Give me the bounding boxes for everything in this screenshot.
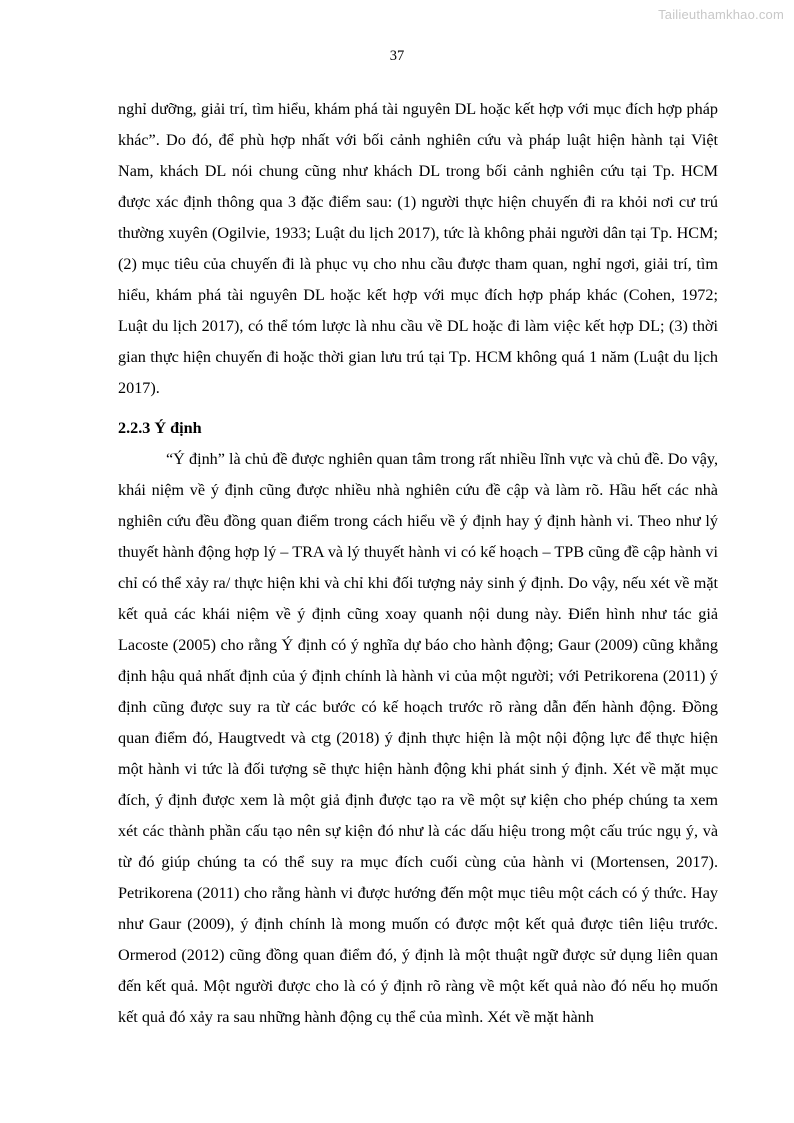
paragraph-continuation: nghỉ dưỡng, giải trí, tìm hiểu, khám phá tài nguyên DL hoặc kết hợp với mục đích hợp pháp khác”. Do đó, để phù hợp nhất với bối cảnh nghiên cứu và pháp luật hiện hành tại Việt Nam, khách DL nói chung cũng như khách DL trong bối cảnh nghiên cứu tại Tp. HCM được xác định thông qua 3 đặc điểm sau: (1) người thực hiện chuyến đi ra khỏi nơi cư trú thường xuyên (Ogilvie, 1933; Luật du lịch 2017), tức là không phải người dân tại Tp. HCM; (2) mục tiêu của chuyến đi là phục vụ cho nhu cầu được tham quan, nghỉ ngơi, giải trí, tìm hiểu, khám phá tài nguyên DL hoặc kết hợp với mục đích hợp pháp khác (Cohen, 1972; Luật du lịch 2017), có thể tóm lược là nhu cầu về DL hoặc đi làm việc kết hợp DL; (3) thời gian thực hiện chuyến đi hoặc thời gian lưu trú tại Tp. HCM không quá 1 năm (Luật du lịch 2017). bbox=[118, 100, 718, 397]
page-number: 37 bbox=[389, 48, 405, 64]
section-heading: 2.2.3 Ý định bbox=[118, 419, 202, 437]
document-body bbox=[118, 94, 718, 1033]
paragraph-intention: “Ý định” là chủ đề được nghiên quan tâm trong rất nhiều lĩnh vực và chủ đề. Do vậy, khái niệm về ý định cũng được nhiều nhà nghiên cứu đề cập và làm rõ. Hầu hết các nhà nghiên cứu đều đồng quan điểm trong cách hiểu về ý định hay ý định hành vi. Theo như lý thuyết hành động hợp lý – TRA và lý thuyết hành vi có kế hoạch – TPB cũng đề cập hành vi chỉ có thể xảy ra/ thực hiện khi và chỉ khi đối tượng nảy sinh ý định. Do vậy, nếu xét về mặt kết quả các khái niệm về ý định cũng xoay quanh nội dung này. Điển hình như tác giả Lacoste (2005) cho rằng Ý định có ý nghĩa dự báo cho hành động; Gaur (2009) cũng khẳng định hậu quả nhất định của ý định chính là hành vi của một người; với Petrikorena (2011) ý định cũng được suy ra từ các bước có kế hoạch trước rõ ràng dẫn đến hành động. Đồng quan điểm đó, Haugtvedt và ctg (2018) ý định thực hiện là một nội động lực để thực hiện một hành vi tức là đối tượng sẽ thực hiện hành động khi phát sinh ý định. Xét về mặt mục đích, ý định được xem là một giả định được tạo ra về một sự kiện cho phép chúng ta xem xét các thành phần cấu tạo nên sự kiện đó như là các dấu hiệu trong một cấu trúc ngụ ý, và từ đó giúp chúng ta có thể suy ra mục đích cuối cùng của hành vi (Mortensen, 2017). Petrikorena (2011) cho rằng hành vi được hướng đến một mục tiêu một cách có ý thức. Hay như Gaur (2009), ý định chính là mong muốn có được một kết quả được tiên liệu trước. Ormerod (2012) cũng đồng quan điểm đó, ý định là một thuật ngữ được sử dụng liên quan đến kết quả. Một người được cho là có ý định rõ ràng về một kết quả nào đó nếu họ muốn kết quả đó xảy ra sau những hành động cụ thể của mình. Xét về mặt hành bbox=[118, 450, 718, 1026]
watermark: Tailieuthamkhao.com bbox=[658, 7, 784, 22]
